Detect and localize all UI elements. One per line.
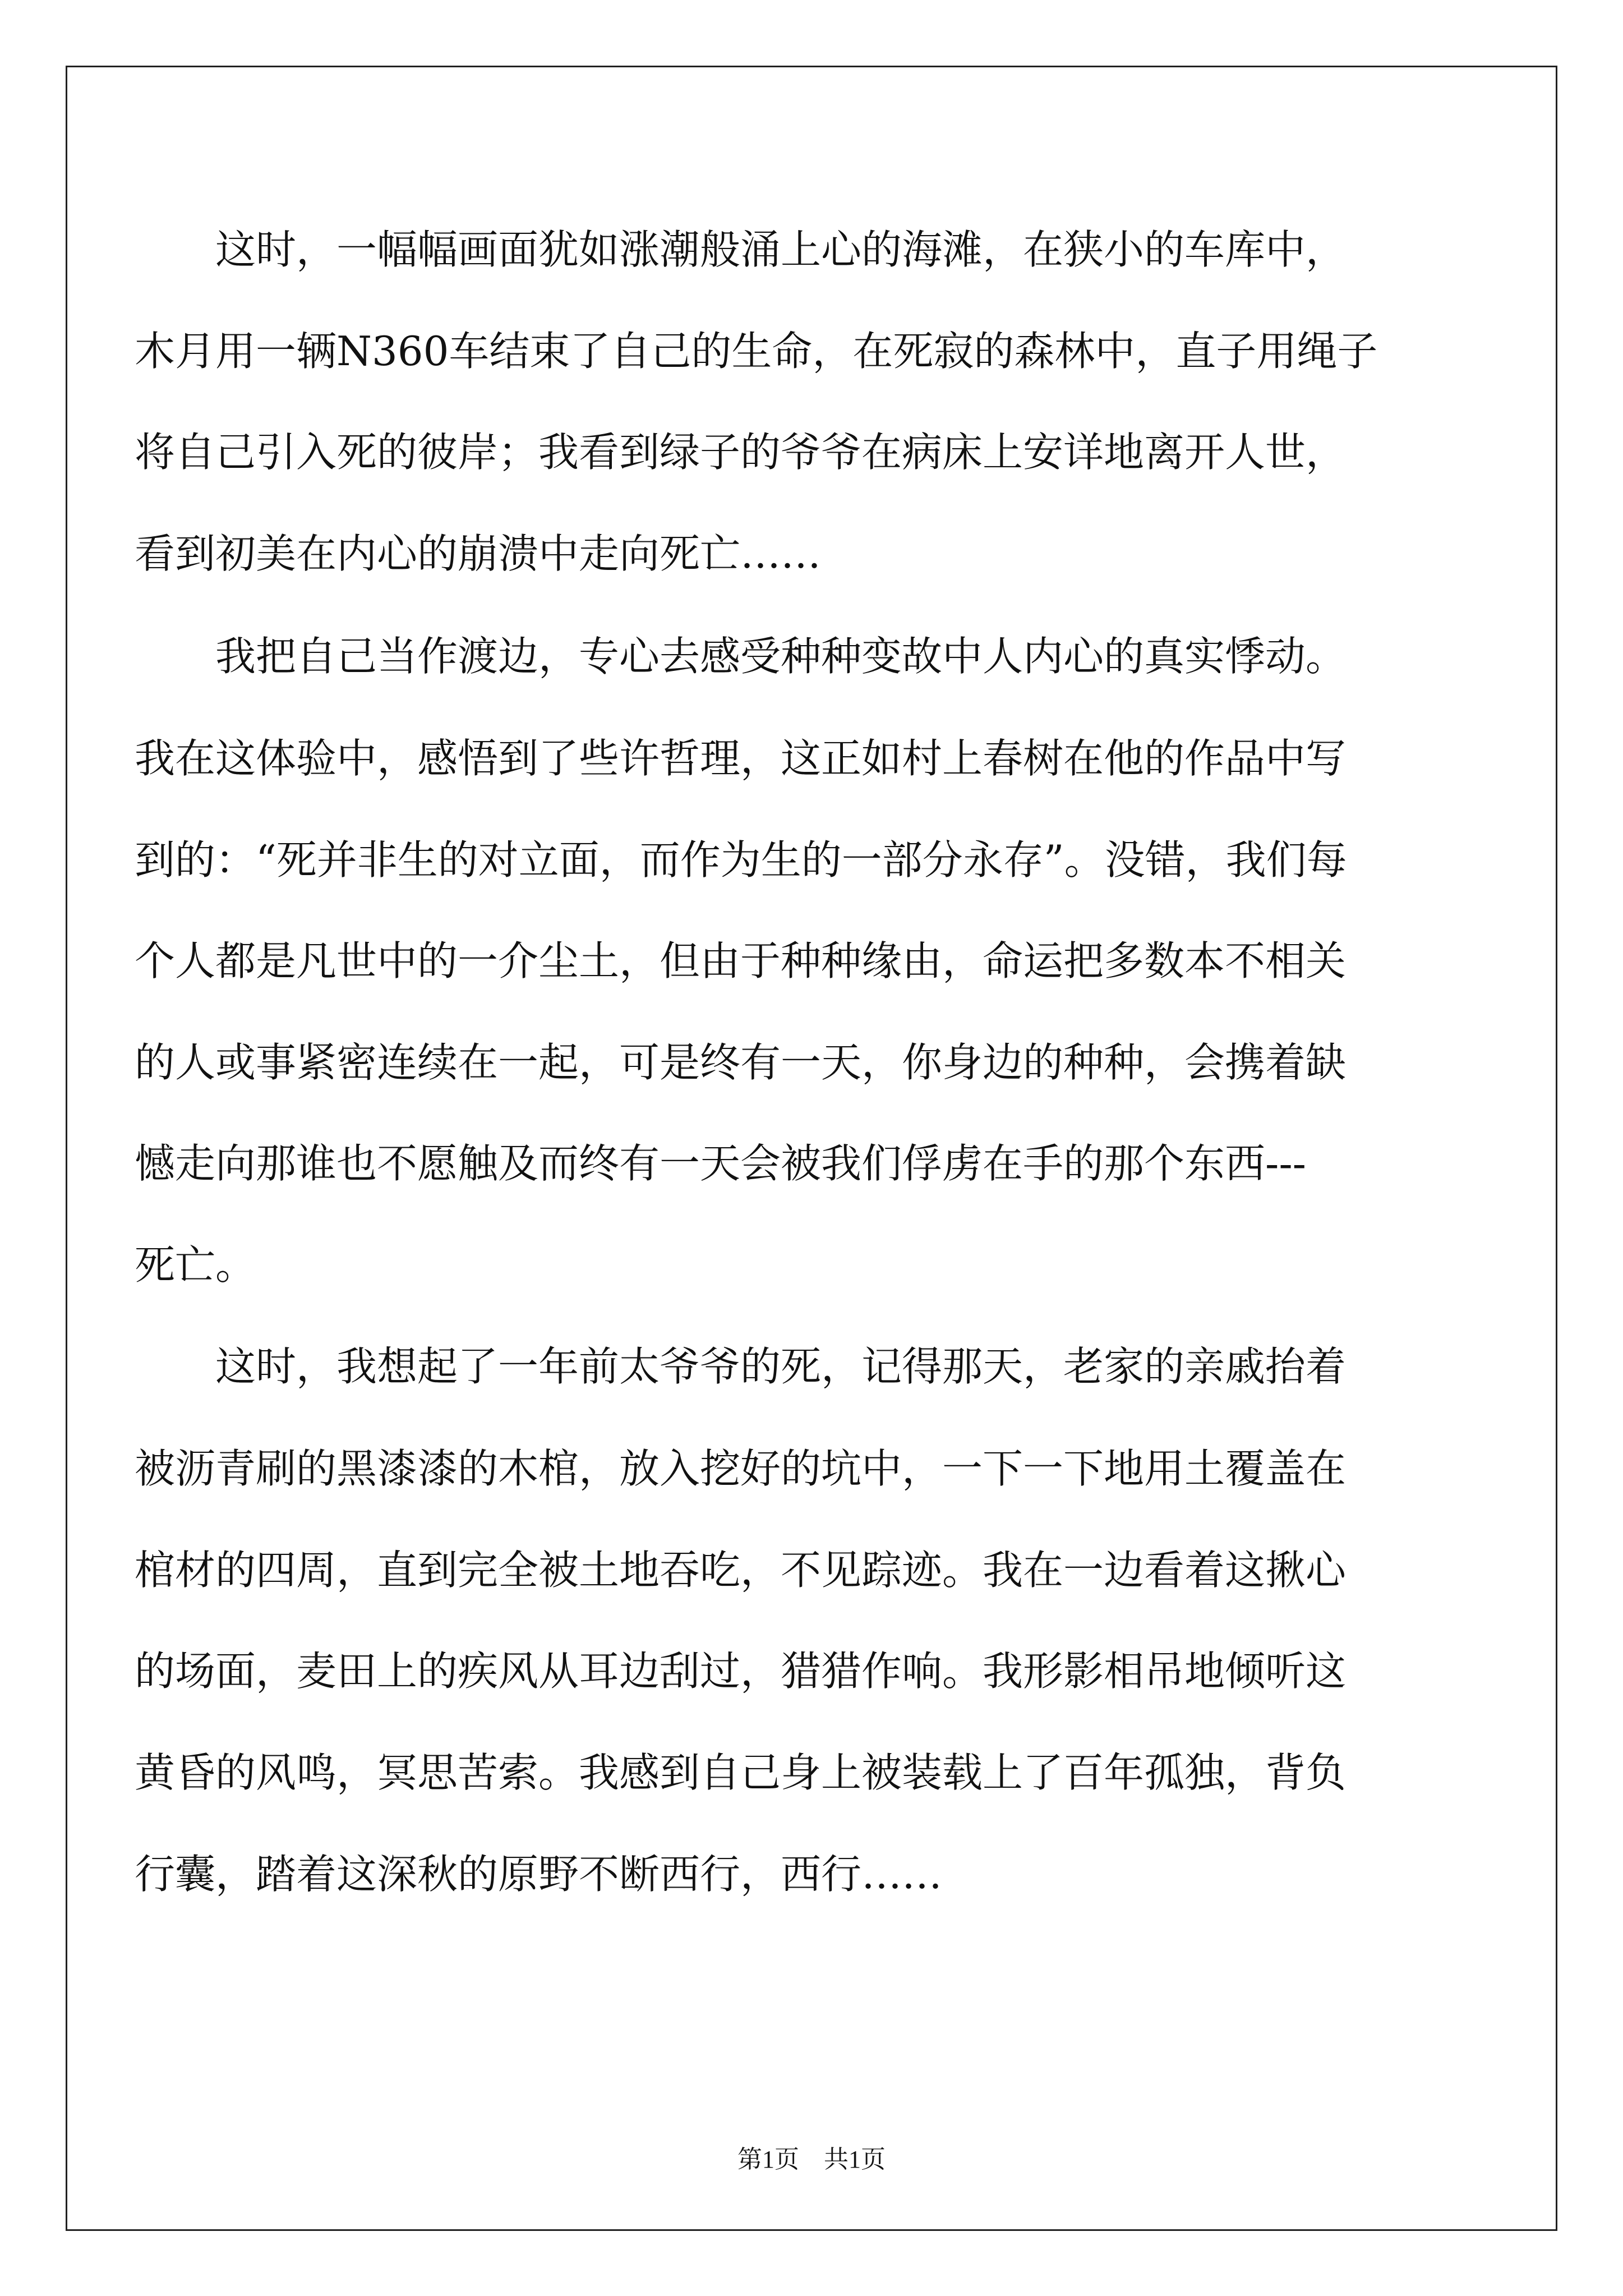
- paragraph-1-line-2: 木月用一辆N360车结束了自己的生命，在死寂的森林中，直子用绳子: [135, 328, 1378, 375]
- paragraph-3-line-2: 被沥青刷的黑漆漆的木棺，放入挖好的坑中，一下一下地用土覆盖在: [135, 1445, 1347, 1492]
- document-body: [135, 0, 1537, 2104]
- paragraph-3-line-4: 的场面，麦田上的疾风从耳边刮过，猎猎作响。我形影相吊地倾听这: [135, 1648, 1347, 1695]
- paragraph-2-line-6: 憾走向那谁也不愿触及而终有一天会被我们俘虏在手的那个东西---: [135, 1140, 1306, 1187]
- paragraph-2-line-4: 个人都是凡世中的一介尘土，但由于种种缘由，命运把多数本不相关: [135, 937, 1347, 984]
- paragraph-1-line-3: 将自己引入死的彼岸；我看到绿子的爷爷在病床上安详地离开人世，: [135, 429, 1347, 476]
- paragraph-3-line-5: 黄昏的风鸣，冥思苦索。我感到自己身上被装载上了百年孤独，背负: [135, 1749, 1347, 1796]
- paragraph-2-line-3: 到的：“死并非生的对立面，而作为生的一部分永存”。没错，我们每: [135, 836, 1347, 884]
- paragraph-2-line-2: 我在这体验中，感悟到了些许哲理，这正如村上春树在他的作品中写: [135, 735, 1347, 782]
- paragraph-3-line-3: 棺材的四周，直到完全被土地吞吃，不见踪迹。我在一边看着这揪心: [135, 1547, 1347, 1594]
- paragraph-3-line-6: 行囊，踏着这深秋的原野不断西行，西行……: [135, 1851, 943, 1898]
- paragraph-3-line-1: 这时，我想起了一年前太爷爷的死，记得那天，老家的亲戚抬着: [135, 1343, 1347, 1390]
- paragraph-1-line-1: 这时，一幅幅画面犹如涨潮般涌上心的海滩，在狭小的车库中，: [135, 226, 1347, 273]
- paragraph-2-line-1: 我把自己当作渡边，专心去感受种种变故中人内心的真实悸动。: [135, 633, 1347, 680]
- paragraph-2-line-5: 的人或事紧密连续在一起，可是终有一天，你身边的种种，会携着缺: [135, 1039, 1347, 1086]
- page-number: 第1页 共1页: [737, 2146, 886, 2173]
- paragraph-2-line-7: 死亡。: [135, 1241, 256, 1289]
- paragraph-1-line-4: 看到初美在内心的崩溃中走向死亡……: [135, 530, 822, 577]
